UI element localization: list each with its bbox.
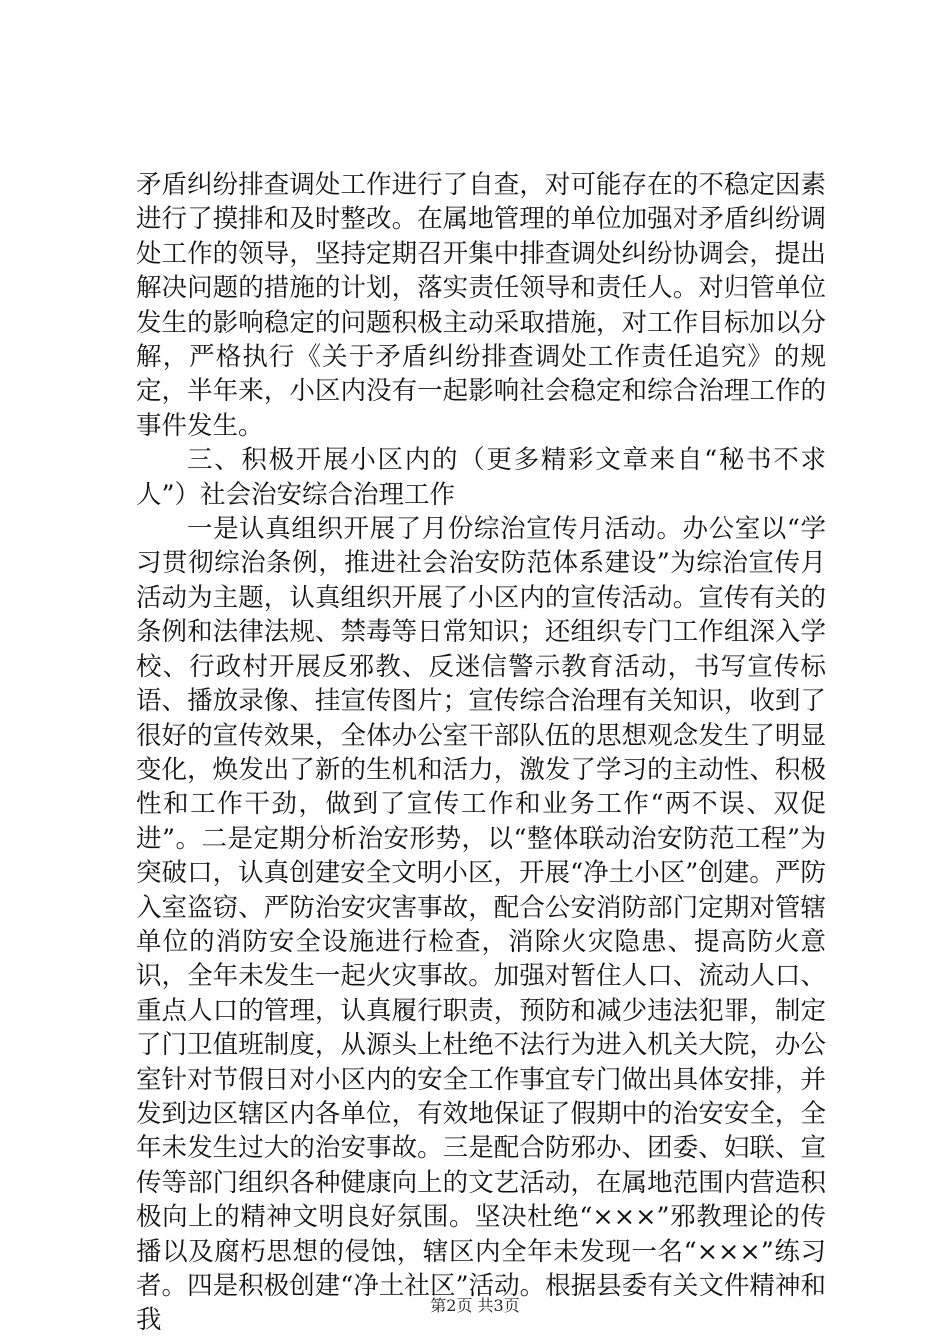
paragraph-dispute-handling: 矛盾纠纷排查调处工作进行了自查，对可能存在的不稳定因素进行了摸排和及时整改。在属地管理的单位加强对矛盾纠纷调处工作的领导，坚持定期召开集中排查调处纠纷协调会，提出解决问题的措施的计划，落实责任领导和责任人。对归管单位发生的影响稳定的问题积极主动采取措施，对工作目标加以分解，严格执行《关于矛盾纠纷排查调处工作责任追究》的规定，半年来，小区内没有一起影响社会稳定和综合治理工作的事件发生。 xyxy=(136,170,826,441)
paragraph-public-security-work: 一是认真组织开展了月份综治宣传月活动。办公室以“学习贯彻综治条例，推进社会治安防范体系建设”为综治宣传月活动为主题，认真组织开展了小区内的宣传活动。宣传有关的条例和法律法规、禁毒等日常知识；还组织专门工作组深入学校、行政村开展反邪教、反迷信警示教育活动，书写宣传标语、播放录像、挂宣传图片；宣传综合治理有关知识，收到了很好的宣传效果，全体办公室干部队伍的思想观念发生了明显变化，焕发出了新的生机和活力，激发了学习的主动性、积极性和工作干劲，做到了宣传工作和业务工作“两不误、双促进”。二是定期分析治安形势，以“整体联动治安防范工程”为突破口，认真创建安全文明小区，开展“净土小区”创建。严防入室盗窃、严防治安灾害事故，配合公安消防部门定期对管辖单位的消防安全设施进行检查，消除火灾隐患、提高防火意识，全年未发生一起火灾事故。加强对暂住人口、流动人口、重点人口的管理，认真履行职责，预防和减少违法犯罪，制定了门卫值班制度，从源头上杜绝不法行为进入机关大院，办公室针对节假日对小区内的安全工作事宜专门做出具体安排，并发到边区辖区内各单位，有效地保证了假期中的治安安全，全年未发生过大的治安事故。三是配合防邪办、团委、妇联、宣传等部门组织各种健康向上的文艺活动，在属地范围内营造积极向上的精神文明良好氛围。坚决杜绝“×××”邪教理论的传播以及腐朽思想的侵蚀，辖区内全年未发现一名“×××”练习者。四是积极创建“净土社区”活动。根据县委有关文件精神和我 xyxy=(136,514,826,1336)
section-heading-three: 三、积极开展小区内的（更多精彩文章来自“秘书不求人”）社会治安综合治理工作 xyxy=(136,445,826,510)
page-footer: 第2页 共3页 xyxy=(430,1296,520,1315)
document-body xyxy=(136,168,826,1338)
